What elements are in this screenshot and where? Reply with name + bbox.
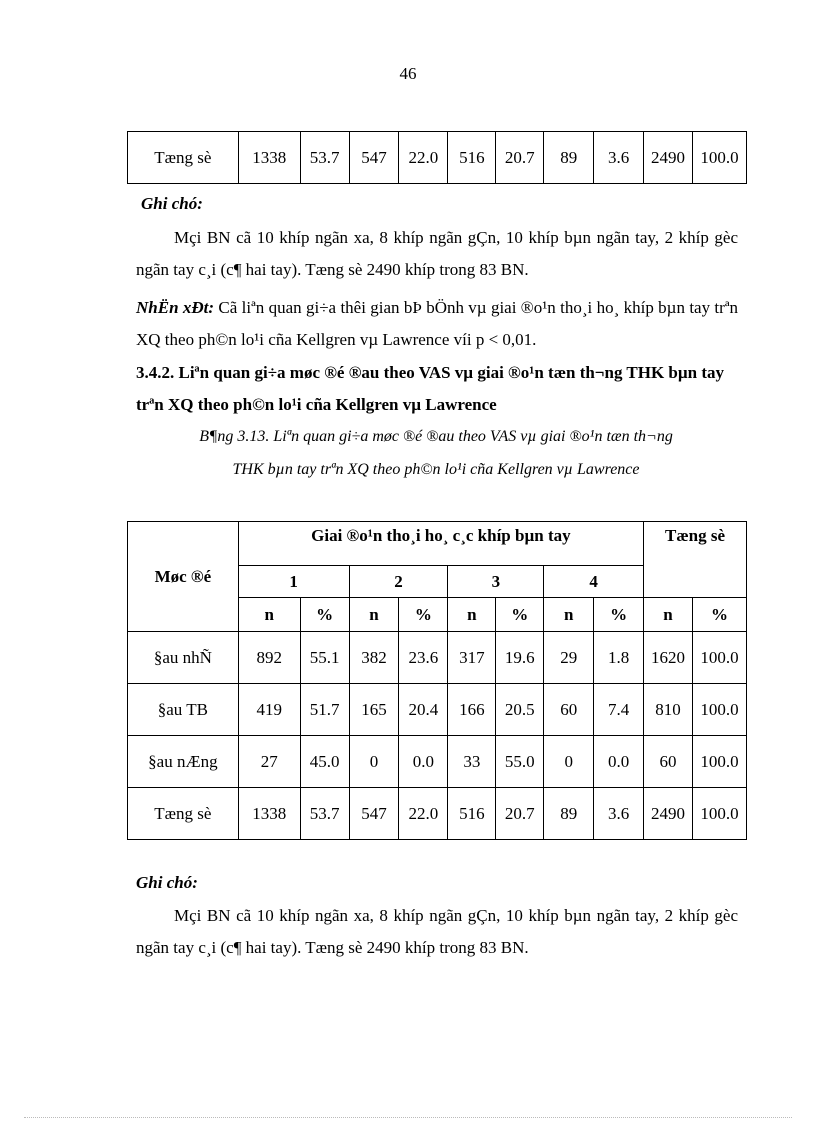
stage-header: 2 xyxy=(349,566,448,598)
remark-paragraph xyxy=(136,292,738,356)
table-cell: 29 xyxy=(544,632,594,684)
table-cell: 23.6 xyxy=(399,632,448,684)
header-row xyxy=(128,522,747,566)
pct-header: % xyxy=(692,598,746,632)
table-cell: 0 xyxy=(544,736,594,788)
table-cell: 100.0 xyxy=(692,736,746,788)
table-cell: 1620 xyxy=(644,632,693,684)
table-cell: 60 xyxy=(544,684,594,736)
table-cell: 53.7 xyxy=(300,788,349,840)
n-header: n xyxy=(644,598,693,632)
table-cell: 89 xyxy=(544,132,594,184)
row-label: Tæng sè xyxy=(128,788,239,840)
table-caption-line1: B¶ng 3.13. Liªn quan gi÷a møc ®é ®au theo VAS vµ giai ®o¹n tæn th¬ng xyxy=(199,428,673,445)
table-cell: 1338 xyxy=(238,132,300,184)
row-label: Tæng sè xyxy=(128,132,239,184)
stage-header: 3 xyxy=(448,566,544,598)
table-cell: 19.6 xyxy=(496,632,544,684)
table-row xyxy=(128,788,747,840)
table-cell: 100.0 xyxy=(692,788,746,840)
table-cell: 317 xyxy=(448,632,496,684)
row-label: §au TB xyxy=(128,684,239,736)
table-cell: 33 xyxy=(448,736,496,788)
table-cell: 2490 xyxy=(644,132,693,184)
continued-table xyxy=(127,131,747,184)
table-cell: 100.0 xyxy=(692,132,746,184)
note-text: Mçi BN cã 10 khíp ngãn xa, 8 khíp ngãn gÇn, 10 khíp bµn ngãn tay, 2 khíp gèc ngãn tay c¸i (c¶ hai tay). Tæng sè 2490 khíp trong 83 BN. xyxy=(136,228,738,279)
table-cell: 20.7 xyxy=(496,132,544,184)
table-cell: 0.0 xyxy=(399,736,448,788)
table-cell: 100.0 xyxy=(692,632,746,684)
page-bottom-rule xyxy=(24,1117,792,1118)
level-header: Møc ®é xyxy=(128,522,239,632)
n-header: n xyxy=(544,598,594,632)
note-title: Ghi chó: xyxy=(141,194,203,213)
table-cell: 547 xyxy=(349,788,399,840)
table-cell: 419 xyxy=(238,684,300,736)
table-cell: 3.6 xyxy=(594,132,644,184)
table-cell: 2490 xyxy=(644,788,693,840)
table-cell: 7.4 xyxy=(594,684,644,736)
table-cell: 22.0 xyxy=(399,788,448,840)
table-row xyxy=(128,132,747,184)
table-cell: 55.0 xyxy=(496,736,544,788)
remark-text: Cã liªn quan gi÷a thêi gian bÞ bÖnh vµ giai ®o¹n tho¸i ho¸ khíp bµn tay trªn XQ theo ph©n lo¹i cña Kellgren vµ Lawrence víi p < 0,01. xyxy=(136,298,739,349)
table-cell: 382 xyxy=(349,632,399,684)
table-cell: 165 xyxy=(349,684,399,736)
table-cell: 0 xyxy=(349,736,399,788)
pct-header: % xyxy=(594,598,644,632)
table-cell: 89 xyxy=(544,788,594,840)
table-cell: 51.7 xyxy=(300,684,349,736)
n-header: n xyxy=(349,598,399,632)
section-heading: 3.4.2. Liªn quan gi÷a møc ®é ®au theo VAS vµ giai ®o¹n tæn th¬ng THK bµn tay trªn XQ theo ph©n lo¹i cña Kellgren vµ Lawrence xyxy=(136,363,725,414)
page-number: 46 xyxy=(399,64,417,83)
pct-header: % xyxy=(496,598,544,632)
table-cell: 100.0 xyxy=(692,684,746,736)
table-cell: 22.0 xyxy=(399,132,448,184)
table-cell: 547 xyxy=(349,132,399,184)
remark-label: NhËn xÐt: xyxy=(136,298,215,317)
table-caption-line2: THK bµn tay trªn XQ theo ph©n lo¹i cña Kellgren vµ Lawrence xyxy=(232,461,640,478)
table-cell: 53.7 xyxy=(300,132,349,184)
table-cell: 1.8 xyxy=(594,632,644,684)
table-cell: 892 xyxy=(238,632,300,684)
stage-header: 4 xyxy=(544,566,644,598)
table-cell: 166 xyxy=(448,684,496,736)
stage-group-header: Giai ®o¹n tho¸i ho¸ c¸c khíp bµn tay xyxy=(238,522,643,566)
table-cell: 516 xyxy=(448,788,496,840)
table-row xyxy=(128,684,747,736)
n-header: n xyxy=(448,598,496,632)
pain-stage-table xyxy=(127,521,747,840)
table-cell: 27 xyxy=(238,736,300,788)
total-group-header: Tæng sè xyxy=(644,522,747,598)
row-label: §au nÆng xyxy=(128,736,239,788)
table-cell: 20.5 xyxy=(496,684,544,736)
table-cell: 810 xyxy=(644,684,693,736)
pct-header: % xyxy=(399,598,448,632)
table-row xyxy=(128,632,747,684)
stage-header: 1 xyxy=(238,566,349,598)
table-cell: 55.1 xyxy=(300,632,349,684)
pct-header: % xyxy=(300,598,349,632)
n-header: n xyxy=(238,598,300,632)
table-cell: 60 xyxy=(644,736,693,788)
table-cell: 1338 xyxy=(238,788,300,840)
table-cell: 45.0 xyxy=(300,736,349,788)
note-title: Ghi chó: xyxy=(136,873,198,892)
row-label: §au nhÑ xyxy=(128,632,239,684)
table-cell: 20.4 xyxy=(399,684,448,736)
table-cell: 20.7 xyxy=(496,788,544,840)
note-text: Mçi BN cã 10 khíp ngãn xa, 8 khíp ngãn gÇn, 10 khíp bµn ngãn tay, 2 khíp gèc ngãn tay c¸i (c¶ hai tay). Tæng sè 2490 khíp trong 83 BN. xyxy=(136,906,738,957)
table-row xyxy=(128,736,747,788)
table-cell: 516 xyxy=(448,132,496,184)
table-cell: 3.6 xyxy=(594,788,644,840)
table-cell: 0.0 xyxy=(594,736,644,788)
